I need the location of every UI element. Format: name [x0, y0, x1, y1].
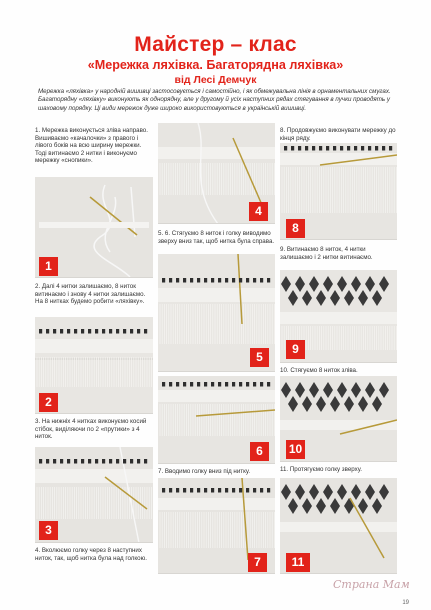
hole-mark: [291, 146, 294, 151]
hole-mark: [169, 382, 172, 387]
step-5-badge: 5: [250, 348, 269, 367]
hole-mark: [204, 278, 207, 283]
hole-mark: [109, 459, 112, 464]
hole-mark: [60, 459, 63, 464]
hole-mark: [246, 278, 249, 283]
hole-mark: [225, 488, 228, 493]
hole-mark: [267, 278, 270, 283]
hole-mark: [39, 329, 42, 334]
step-2-badge: 2: [39, 393, 58, 412]
hole-mark: [260, 382, 263, 387]
hole-mark: [109, 329, 112, 334]
hole-mark: [267, 488, 270, 493]
step-10-photo: [280, 376, 397, 462]
hole-mark: [144, 329, 147, 334]
hole-mark: [284, 146, 287, 151]
hole-mark: [260, 488, 263, 493]
step-10-text: 10. Стягуємо 8 ниток зліва.: [280, 367, 358, 374]
hole-mark: [239, 488, 242, 493]
step-8-photo: [280, 143, 397, 240]
step-9-photo: [280, 270, 397, 363]
hole-mark: [211, 278, 214, 283]
hole-mark: [123, 459, 126, 464]
hole-mark: [144, 459, 147, 464]
hole-mark: [46, 329, 49, 334]
hole-mark: [218, 382, 221, 387]
hole-mark: [88, 459, 91, 464]
hole-mark: [130, 459, 133, 464]
hole-mark: [368, 146, 371, 151]
step-4-photo: [158, 123, 275, 224]
step-3-badge: 3: [39, 521, 58, 540]
hole-mark: [74, 459, 77, 464]
hole-mark: [232, 278, 235, 283]
step-11-text: 11. Протягуємо голку зверху.: [280, 466, 362, 473]
page-number: 19: [402, 600, 409, 606]
hole-mark: [197, 278, 200, 283]
hole-mark: [211, 488, 214, 493]
step-6-badge: 6: [250, 442, 269, 461]
hole-mark: [225, 278, 228, 283]
step-6-photo: [158, 376, 275, 464]
hole-mark: [67, 329, 70, 334]
hole-mark: [137, 329, 140, 334]
step-1-photo: [35, 177, 153, 278]
hole-mark: [176, 488, 179, 493]
step-7-text: 7. Вводимо голку вниз під нитку.: [158, 468, 251, 475]
hole-mark: [162, 278, 165, 283]
hole-mark: [137, 459, 140, 464]
step-11-photo: [280, 478, 397, 574]
step-11-badge: 11: [286, 553, 310, 572]
hole-mark: [67, 459, 70, 464]
hole-mark: [239, 278, 242, 283]
hole-mark: [169, 488, 172, 493]
hole-mark: [347, 146, 350, 151]
step-2-photo: [35, 317, 153, 414]
hole-mark: [130, 329, 133, 334]
hole-mark: [389, 146, 392, 151]
hole-mark: [190, 488, 193, 493]
hole-mark: [183, 278, 186, 283]
hole-mark: [204, 488, 207, 493]
hole-mark: [246, 488, 249, 493]
hole-mark: [218, 488, 221, 493]
hole-mark: [53, 329, 56, 334]
hole-mark: [81, 329, 84, 334]
hole-mark: [74, 329, 77, 334]
hole-mark: [382, 146, 385, 151]
hole-mark: [197, 382, 200, 387]
hole-mark: [116, 329, 119, 334]
hole-mark: [169, 278, 172, 283]
step-9-text: 9. Витинаємо 8 ниток, 4 нитки залишаємо і 2 нитки витинаємо.: [280, 246, 373, 261]
hole-mark: [102, 459, 105, 464]
step-4-badge: 4: [249, 202, 268, 221]
hole-mark: [298, 146, 301, 151]
hole-mark: [204, 382, 207, 387]
step-1-badge: 1: [39, 257, 58, 276]
hole-mark: [253, 488, 256, 493]
step-5-photo: [158, 254, 275, 372]
watermark: Страна Мам: [333, 578, 410, 591]
hole-mark: [102, 329, 105, 334]
hole-mark: [239, 382, 242, 387]
step-8-badge: 8: [286, 219, 305, 238]
hole-mark: [46, 459, 49, 464]
hole-mark: [361, 146, 364, 151]
step-1-text: 1. Мережка виконується зліва направо. Вишиваємо «качалочки» з правого і лівого боків на всю ширину мережки. Тоді витинаємо 2 нитки і виконуємо мережку «снопики».: [35, 127, 148, 165]
hole-mark: [162, 382, 165, 387]
hole-mark: [88, 329, 91, 334]
step-3-text: 3. На нижніх 4 нитках виконуємо косий стібок, виділяючи по 2 «прутики» з 4 ниток.: [35, 418, 147, 441]
hole-mark: [232, 382, 235, 387]
hole-mark: [81, 459, 84, 464]
hole-mark: [211, 382, 214, 387]
step-7-photo: [158, 478, 275, 574]
hole-mark: [95, 459, 98, 464]
hole-mark: [326, 146, 329, 151]
hole-mark: [340, 146, 343, 151]
page-subtitle: «Мережка ляхівка. Багаторядна ляхівка»: [87, 58, 344, 72]
hole-mark: [333, 146, 336, 151]
hole-mark: [116, 459, 119, 464]
hole-mark: [123, 329, 126, 334]
step-9-badge: 9: [286, 340, 305, 359]
hole-mark: [162, 488, 165, 493]
hole-mark: [190, 382, 193, 387]
hole-mark: [225, 382, 228, 387]
hole-mark: [183, 382, 186, 387]
hole-mark: [39, 459, 42, 464]
hole-mark: [253, 382, 256, 387]
step-8-text: 8. Продовжуємо виконувати мережку до кінця ряду.: [280, 127, 396, 142]
hole-mark: [319, 146, 322, 151]
hole-mark: [197, 488, 200, 493]
hole-mark: [260, 278, 263, 283]
hole-mark: [267, 382, 270, 387]
hole-mark: [176, 278, 179, 283]
hole-mark: [253, 278, 256, 283]
page-title: Майстер – клас: [134, 33, 297, 56]
hole-mark: [354, 146, 357, 151]
step-10-badge: 10: [286, 440, 305, 459]
hole-mark: [183, 488, 186, 493]
hole-mark: [95, 329, 98, 334]
intro-paragraph: Мережка «ляхівка» у народній вишивці застосовується і самостійно, і як обмежувальна лінія в орнаментальних смугах. Багаторядну «ляхівку» виконують як однорядну, але у другому й усіх наступних рядах стягування в пучки проводять у шаховому порядку. Ці види мережок дуже широко використовуються в українській вишивці.: [38, 88, 391, 112]
hole-mark: [246, 382, 249, 387]
hole-mark: [53, 459, 56, 464]
hole-mark: [218, 278, 221, 283]
hole-mark: [232, 488, 235, 493]
step-5-text: 5. 6. Стягуємо 8 ниток і голку виводимо зверху вниз так, щоб нитка була справа.: [158, 230, 275, 245]
hole-mark: [60, 329, 63, 334]
author-line: від Лесі Демчук: [174, 74, 257, 86]
step-4-text: 4. Вколюємо голку через 8 наступних ниток, так, щоб нитка була над голкою.: [35, 547, 147, 562]
step-2-text: 2. Далі 4 нитки залишаємо, 8 ниток витинаємо і знову 4 нитки залишаємо. На 8 нитках будемо робити «ляхівку».: [35, 283, 146, 306]
hole-mark: [375, 146, 378, 151]
hole-mark: [176, 382, 179, 387]
hole-mark: [190, 278, 193, 283]
step-7-badge: 7: [248, 553, 267, 572]
hole-mark: [305, 146, 308, 151]
step-3-photo: [35, 447, 153, 543]
hole-mark: [312, 146, 315, 151]
